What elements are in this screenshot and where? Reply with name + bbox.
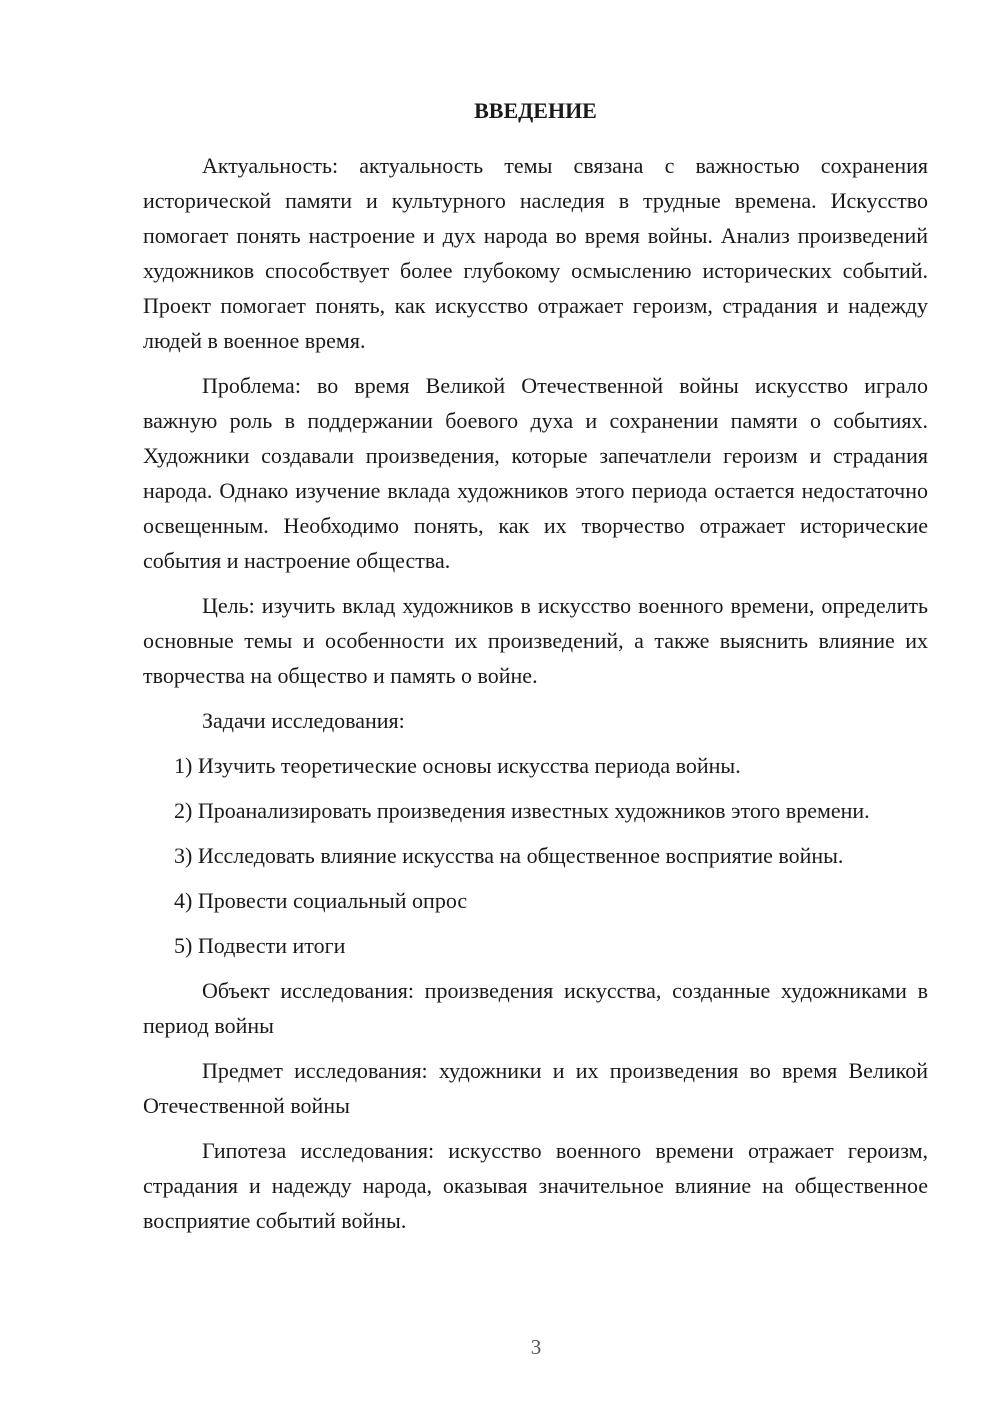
task-item-3: 3) Исследовать влияние искусства на общественное восприятие войны. xyxy=(174,843,844,868)
task-item-4: 4) Провести социальный опрос xyxy=(174,888,468,913)
paragraph-goal: Цель: изучить вклад художников в искусство военного времени, определить основные темы и особенности их произведений, а также выяснить влияние их творчества на общество и память о войне. xyxy=(143,593,928,688)
paragraph-tasks-title: Задачи исследования: xyxy=(202,708,405,733)
page-content xyxy=(143,97,928,1248)
paragraph-subject: Предмет исследования: художники и их произведения во время Великой Отечественной войны xyxy=(143,1058,928,1118)
task-item-5: 5) Подвести итоги xyxy=(174,933,346,958)
paragraph-relevance: Актуальность: актуальность темы связана с важностью сохранения исторической памяти и культурного наследия в трудные времена. Искусство помогает понять настроение и дух народа во время войны. Анализ произведений художников способствует более глубокому осмыслению исторических событий. Проект помогает понять, как искусство отражает героизм, страдания и надежду людей в военное время. xyxy=(143,153,928,353)
paragraph-hypothesis: Гипотеза исследования: искусство военного времени отражает героизм, страдания и надежду народа, оказывая значительное влияние на общественное восприятие событий войны. xyxy=(143,1138,928,1233)
task-item-2: 2) Проанализировать произведения известных художников этого времени. xyxy=(174,798,870,823)
paragraph-object: Объект исследования: произведения искусства, созданные художниками в период войны xyxy=(143,978,928,1038)
task-item-1: 1) Изучить теоретические основы искусства периода войны. xyxy=(174,753,741,778)
section-heading: ВВЕДЕНИЕ xyxy=(474,98,597,123)
paragraph-problem: Проблема: во время Великой Отечественной войны искусство играло важную роль в поддержании боевого духа и сохранении памяти о событиях. Художники создавали произведения, которые запечатлели героизм и страдания народа. Однако изучение вклада художников этого периода остается недостаточно освещенным. Необходимо понять, как их творчество отражает исторические события и настроение общества. xyxy=(143,373,928,573)
page-number: 3 xyxy=(530,1335,542,1359)
